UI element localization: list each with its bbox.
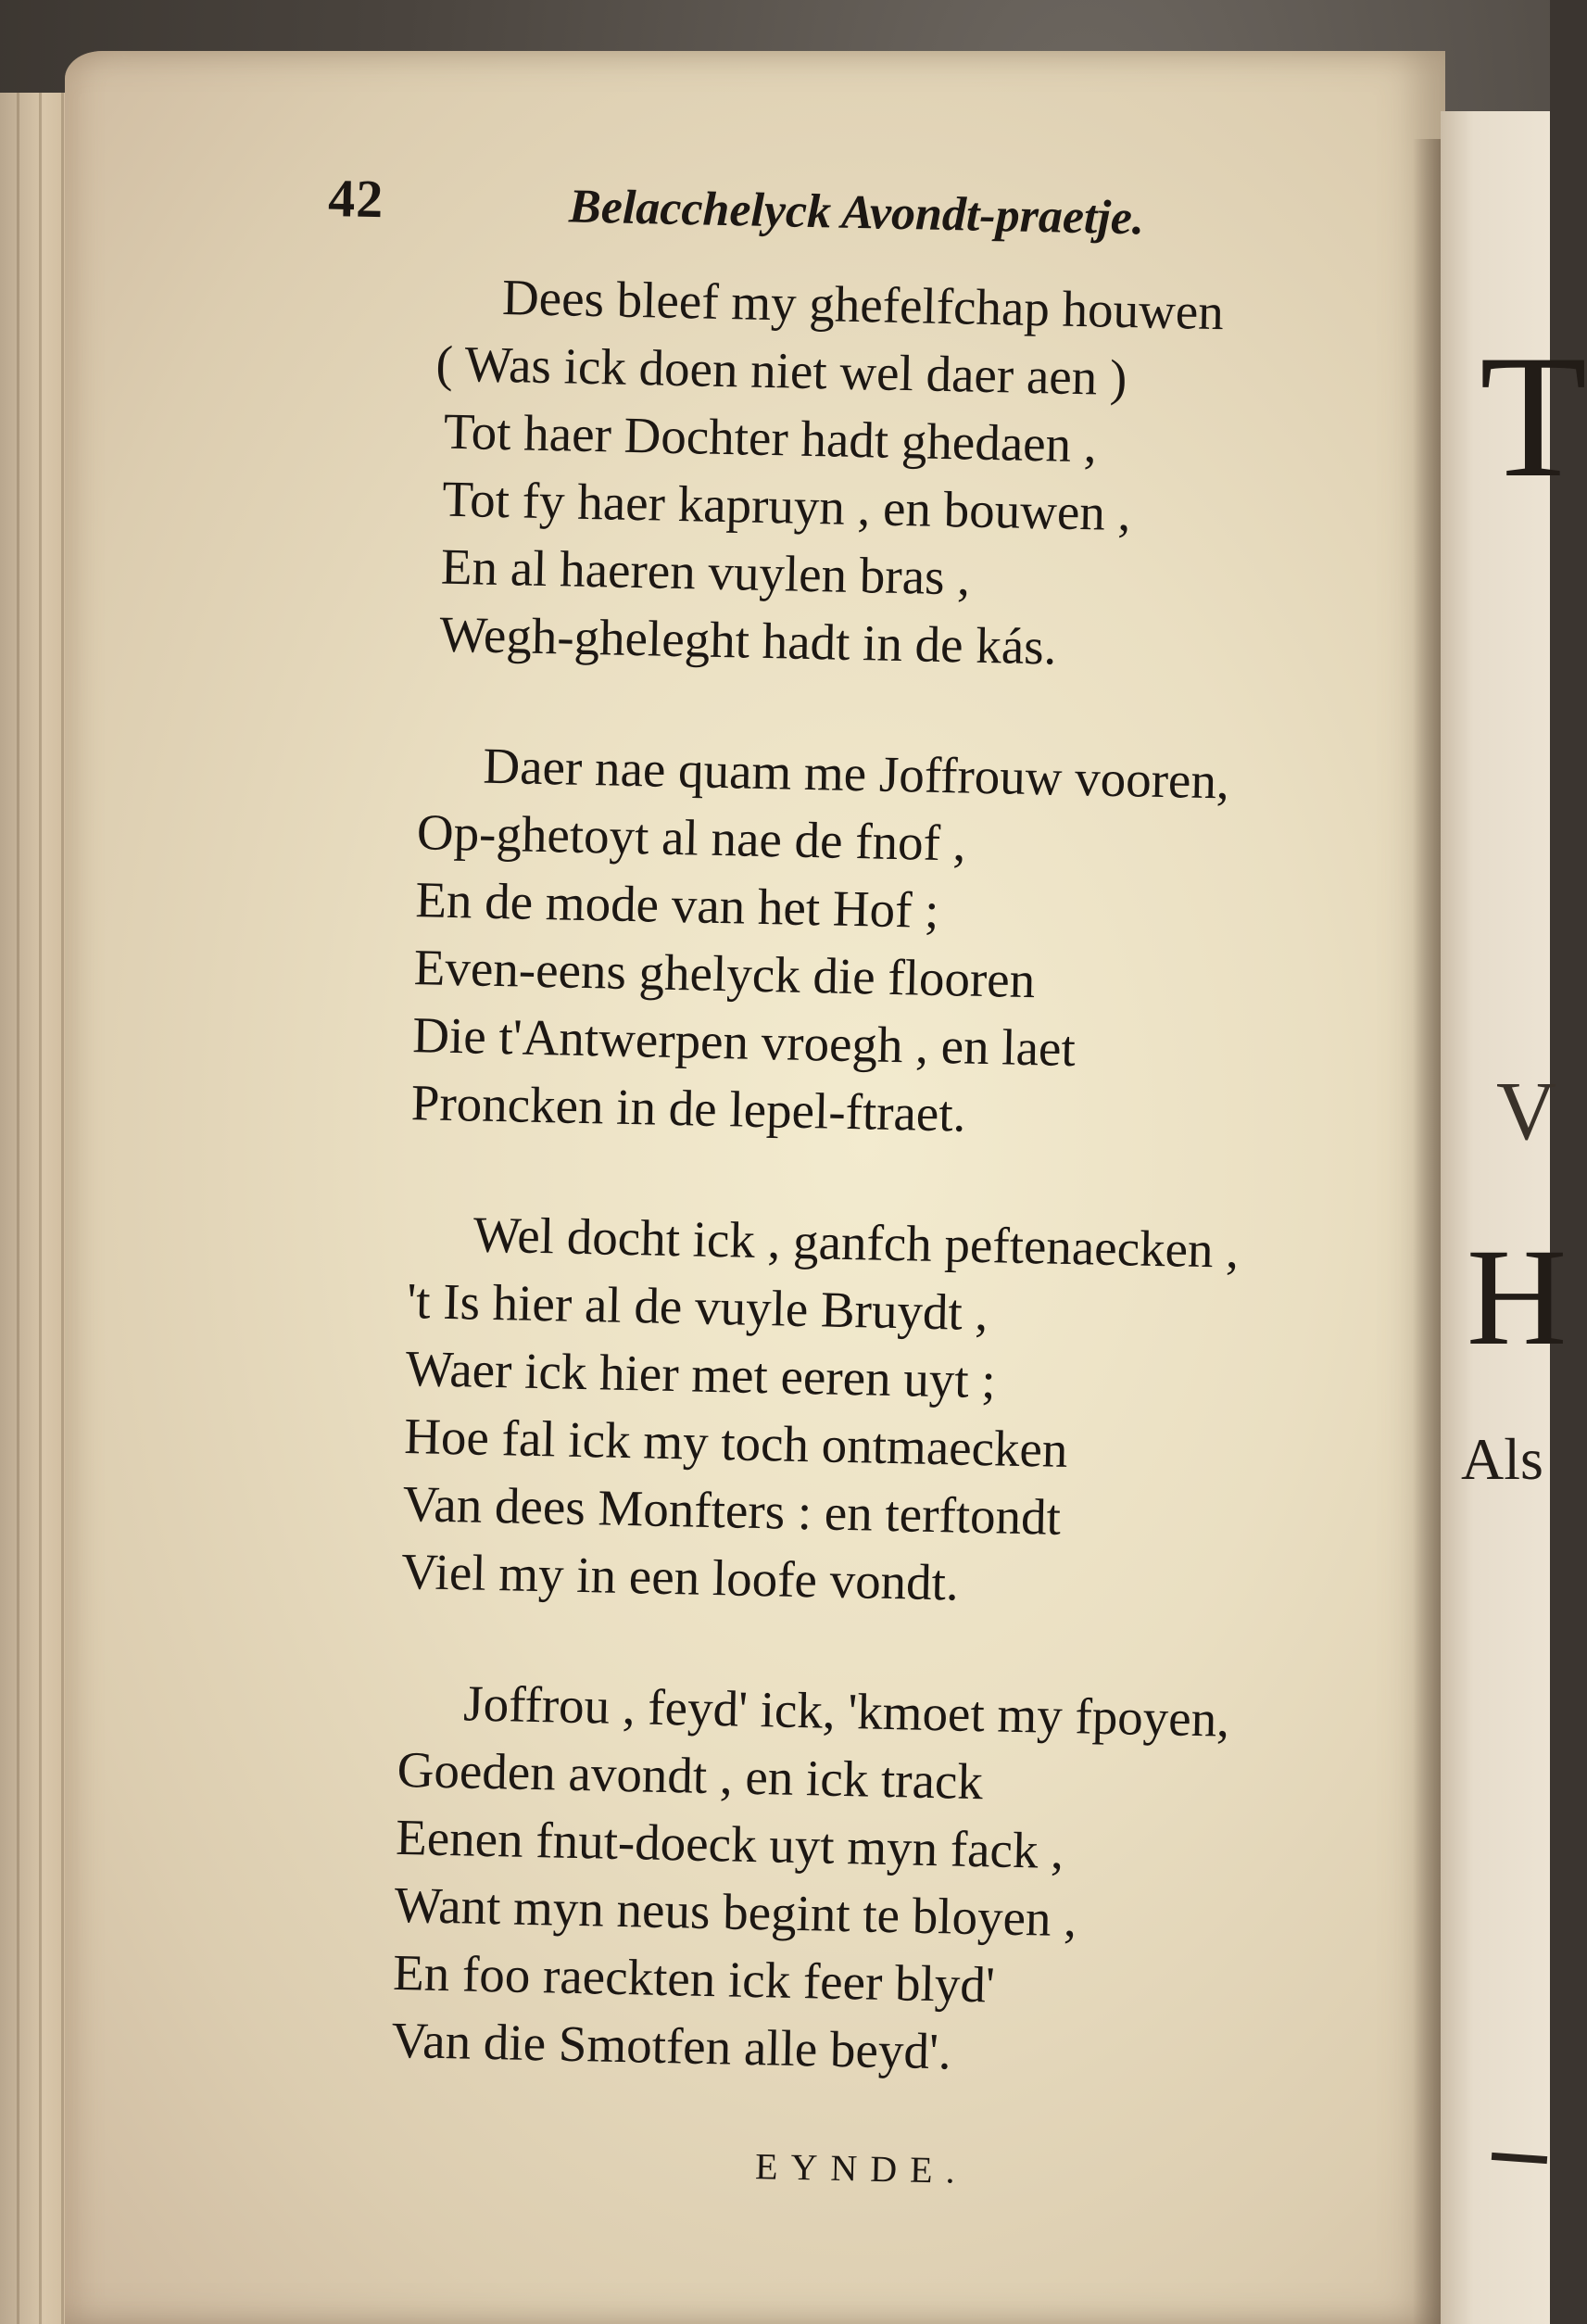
verse-line: Goeden avondt , en ick track [397,1740,984,1811]
verse-line: 't Is hier al de vuyle Bruydt , [406,1272,989,1342]
facing-page-word-als: Als [1461,1426,1543,1492]
stanza [309,728,1410,1157]
verse-line: Joffrou , feyd' ick, 'kmoet my fpoyen, [462,1674,1230,1748]
verse-line: Viel my in een loofe vondt. [400,1542,960,1611]
page-text-block [286,167,1422,2228]
verse-line: Wegh-gheleght hadt in de kás. [438,605,1058,676]
verse-line: Want myn neus begint te bloyen , [394,1876,1077,1948]
facing-page-rule [1492,2153,1547,2164]
verse-line: Eenen fnut-doeck uyt myn fack , [395,1808,1064,1879]
verse-line: Op-ghetoyt al nae de fnof , [416,803,967,872]
verse-line: Even-eens ghelyck die flooren [413,939,1036,1009]
verse-line: Proncken in de lepel-ftraet. [410,1074,967,1143]
stanza [299,1197,1401,1626]
stanza [319,259,1420,688]
finis-label: EYNDE. [754,2145,969,2191]
page-number: 42 [327,167,384,230]
running-title: Belacchelyck Avondt-praetje. [568,180,1145,246]
verse-line: Hoe fal ick my toch ontmaecken [403,1408,1069,1478]
verse-line: En foo raeckten ick feer blyd' [392,1943,996,2014]
verse-line: ( Was ick doen niet wel daer aen ) [435,335,1127,407]
facing-page-letter-t: T [1480,320,1587,514]
verse-line: Tot haer Dochter hadt ghedaen , [443,402,1098,474]
verse-line: Daer nae quam me Joffrouw vooren, [482,737,1230,810]
verse-line: En de mode van het Hof ; [414,871,940,939]
verse-line: Wel docht ick , ganfch peftenaecken , [472,1206,1240,1279]
page-edge-line [39,93,42,2324]
verse-line: Die t'Antwerpen vroegh , en laet [411,1006,1077,1078]
page-edge-line [61,93,64,2324]
verse-line: Van dees Monfters : en terftondt [402,1474,1062,1546]
verse-line: Waer ick hier met eeren uyt ; [405,1340,997,1409]
facing-page-letter-v: V [1496,1066,1556,1157]
facing-page-letter-h: H [1467,1220,1568,1374]
facing-page-sliver [1441,111,1587,2324]
verse-line: Tot fy haer kapruyn , en bouwen , [441,470,1132,542]
verse-line: Van die Smotfen alle beyd'. [391,2011,952,2080]
verse-line: Dees bleef my ghefelfchap houwen [501,268,1225,341]
stanza [289,1666,1391,2095]
page-edge-line [17,93,19,2324]
verse-line: En al haeren vuylen bras , [440,537,971,606]
